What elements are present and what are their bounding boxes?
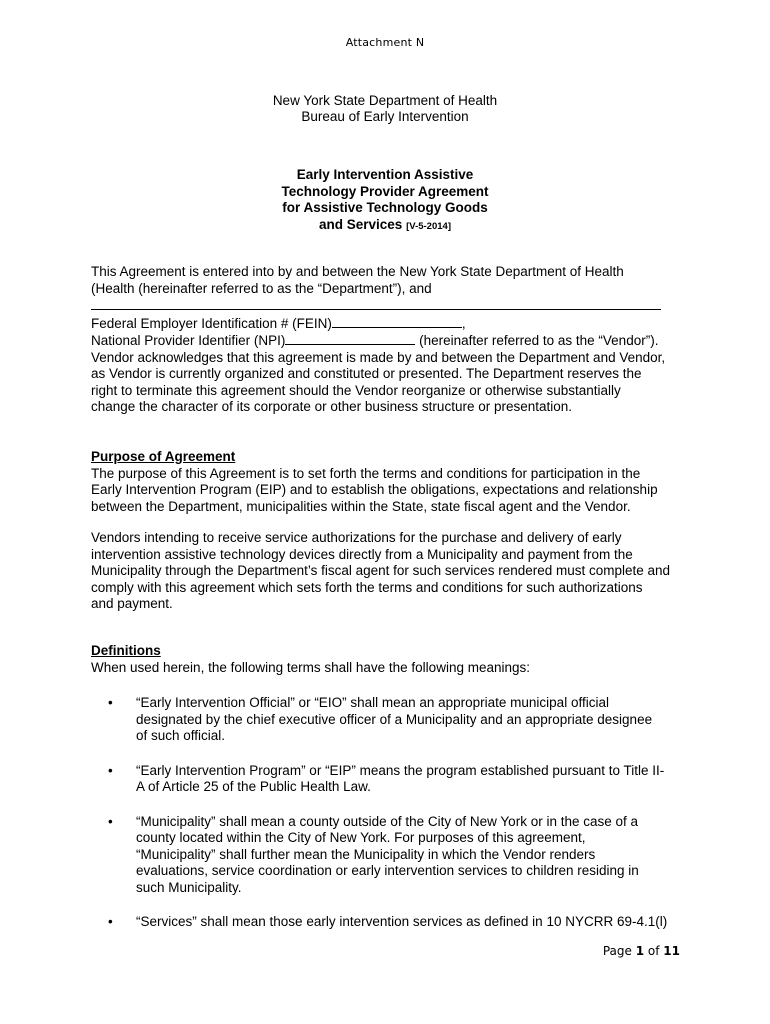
definition-line: county located within the City of New York. For purposes of this agreement, — [136, 830, 586, 845]
vendors-paragraph-line: Municipality through the Department’s fiscal agent for such services rendered must complete and — [91, 563, 671, 578]
bullet-icon: • — [108, 813, 113, 829]
fein-suffix: , — [461, 315, 466, 331]
attachment-label: Attachment N — [345, 36, 425, 49]
vendors-paragraph-line: and payment. — [91, 596, 173, 611]
header-bureau: Bureau of Early Intervention — [301, 109, 469, 124]
purpose-paragraph-line: between the Department, municipalities within the State, state fiscal agent and the Vendor. — [91, 498, 631, 514]
bullet-icon: • — [108, 695, 113, 710]
page-number — [603, 944, 680, 958]
definition-line: designated by the chief executive officer of a Municipality and an appropriate designee — [136, 711, 653, 727]
definition-line: such Municipality. — [136, 879, 242, 895]
bullet-icon: • — [108, 762, 113, 778]
definitions-section — [91, 643, 691, 676]
vendor-name-blank[interactable] — [91, 297, 661, 310]
of-word: of — [647, 944, 660, 958]
intro-line-1: This Agreement is entered into by and between the New York State Department of Health — [91, 264, 624, 279]
npi-suffix: (hereinafter referred to as the “Vendor”). — [415, 333, 659, 348]
document-title — [0, 167, 770, 235]
intro-section — [91, 264, 691, 416]
list-item — [108, 763, 688, 796]
purpose-paragraph-line: The purpose of this Agreement is to set forth the terms and conditions for participation in the — [91, 465, 641, 481]
intro-paragraph-line: change the character of its corporate or other business structure or presentation. — [91, 399, 573, 414]
list-item — [108, 914, 688, 931]
list-item — [108, 695, 688, 745]
definition-line: A of Article 25 of the Public Health Law. — [136, 779, 371, 794]
definitions-list — [108, 695, 688, 949]
definitions-intro: When used herein, the following terms shall have the following meanings: — [91, 659, 530, 675]
list-item — [108, 814, 688, 897]
fein-blank[interactable] — [332, 315, 462, 328]
intro-line-2: (Health (hereinafter referred to as the “Department”), and — [91, 280, 432, 296]
intro-paragraph-line: Vendor acknowledges that this agreement is made by and between the Department and Vendor, — [91, 349, 666, 365]
vendors-paragraph-line: intervention assistive technology devices directly from a Municipality and payment from the — [91, 546, 633, 562]
document-header — [0, 93, 770, 125]
page-word: Page — [602, 944, 632, 958]
fein-line — [91, 315, 691, 333]
title-line-1: Early Intervention Assistive — [296, 167, 474, 182]
title-line-4-text: and Services — [319, 216, 403, 232]
vendors-paragraph-line: Vendors intending to receive service authorizations for the purchase and delivery of early — [91, 530, 622, 545]
npi-label: National Provider Identifier (NPI) — [91, 333, 286, 348]
page-current: 1 — [635, 944, 645, 958]
purpose-paragraph-line: Early Intervention Program (EIP) and to establish the obligations, expectations and relationship — [91, 482, 658, 497]
vendor-name-field[interactable] — [91, 297, 691, 315]
vendors-paragraph-line: comply with this agreement which sets forth the terms and conditions for such authorizations — [91, 579, 643, 595]
version-tag: [V-5-2014] — [406, 220, 451, 232]
purpose-section — [91, 449, 691, 515]
title-line-3: for Assistive Technology Goods — [282, 200, 488, 215]
definition-line: “Early Intervention Program” or “EIP” means the program established pursuant to Title II- — [136, 762, 665, 778]
definition-line: “Early Intervention Official” or “EIO” shall mean an appropriate municipal official — [136, 695, 609, 710]
definition-line: evaluations, service coordination or early intervention services to children residing in — [136, 863, 639, 878]
title-line-2: Technology Provider Agreement — [281, 183, 489, 199]
page-total: 11 — [663, 944, 680, 958]
definition-line: “Municipality” shall further mean the Municipality in which the Vendor renders — [136, 846, 596, 862]
fein-label: Federal Employer Identification # (FEIN) — [91, 315, 332, 331]
bullet-icon: • — [108, 914, 113, 929]
purpose-heading: Purpose of Agreement — [91, 449, 236, 464]
definition-line: “Services” shall mean those early intervention services as defined in 10 NYCRR 69-4.1(l) — [136, 914, 668, 929]
definitions-heading: Definitions — [91, 643, 161, 658]
npi-blank[interactable] — [285, 332, 415, 345]
vendors-paragraph — [91, 530, 691, 613]
intro-paragraph-line: right to terminate this agreement should the Vendor reorganize or otherwise substantially — [91, 382, 621, 398]
npi-line — [91, 332, 691, 350]
title-line-4 — [0, 217, 770, 236]
definition-line: “Municipality” shall mean a county outside of the City of New York or in the case of a — [136, 813, 639, 829]
intro-paragraph-line: as Vendor is currently organized and constituted or presented. The Department reserves the — [91, 366, 642, 381]
header-department: New York State Department of Health — [272, 93, 498, 108]
definition-line: of such official. — [136, 728, 226, 743]
